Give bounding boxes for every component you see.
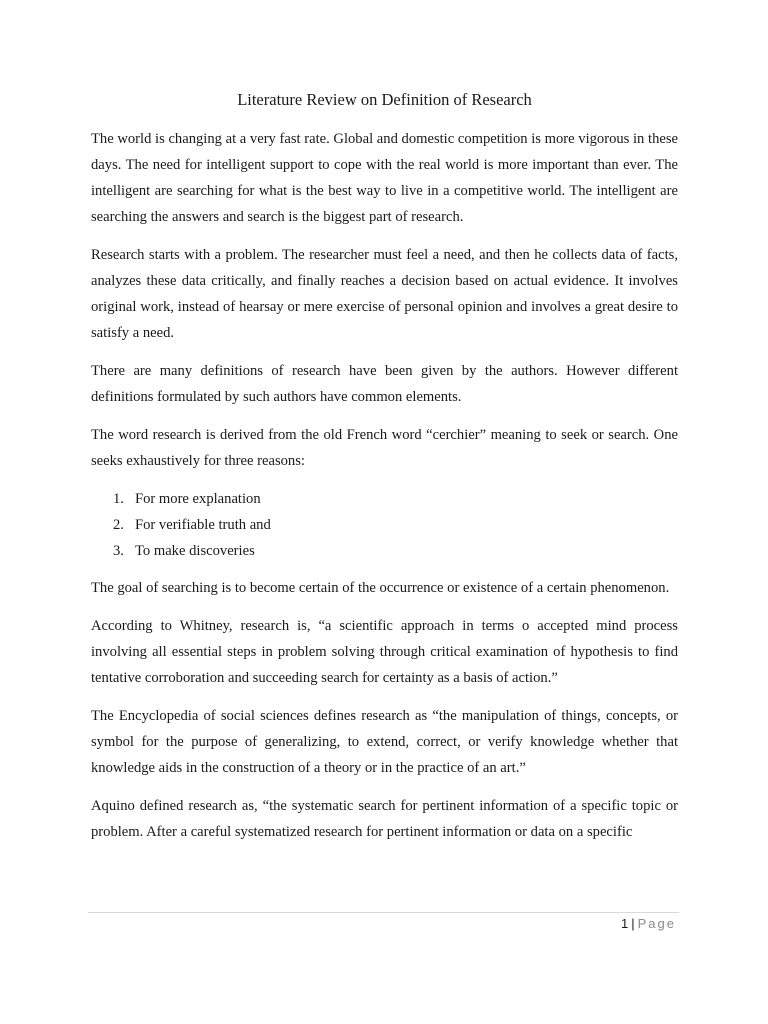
list-item-number: 1. xyxy=(113,491,124,507)
footer-separator: | xyxy=(631,916,635,931)
list-item-number: 3. xyxy=(113,543,124,559)
paragraph-goal: The goal of searching is to become certain of the occurrence or existence of a certain phenomenon. xyxy=(91,580,670,596)
list-item xyxy=(113,512,678,538)
list-item-text: For more explanation xyxy=(135,491,261,507)
page-body xyxy=(91,88,678,857)
paragraph-definitions: There are many definitions of research have been given by the authors. However different definitions formulated by such authors have common elements. xyxy=(91,363,678,405)
paragraph-encyclopedia: The Encyclopedia of social sciences defines research as “the manipulation of things, concepts, or symbol for the purpose of generalizing, to extend, correct, or verify knowledge whether that knowledge aids in the construction of a theory or in the practice of an art.” xyxy=(91,708,678,776)
list-item xyxy=(113,538,678,564)
page-footer xyxy=(621,914,676,934)
paragraph-intro: The world is changing at a very fast rate. Global and domestic competition is more vigorous in these days. The need for intelligent support to cope with the real world is more important than ever. The intelligent are searching for what is the best way to live in a competitive world. The intelligent are searching the answers and search is the biggest part of research. xyxy=(91,131,678,225)
paragraph-problem: Research starts with a problem. The researcher must feel a need, and then he collects data of facts, analyzes these data critically, and finally reaches a decision based on actual evidence. It involves original work, instead of hearsay or mere exercise of personal opinion and involves a great desire to satisfy a need. xyxy=(91,247,678,341)
list-item-text: To make discoveries xyxy=(135,543,255,559)
list-item-text: For verifiable truth and xyxy=(135,517,271,533)
list-item xyxy=(113,486,678,512)
paragraph-aquino: Aquino defined research as, “the systematic search for pertinent information of a specific topic or problem. After a careful systematized research for pertinent information or data on a specific xyxy=(91,798,678,840)
page-label: Page xyxy=(637,916,676,931)
page-number: 1 xyxy=(621,916,629,931)
paragraph-whitney: According to Whitney, research is, “a scientific approach in terms o accepted mind process involving all essential steps in problem solving through critical examination of hypothesis to find tentative corroboration and succeeding search for certainty as a basis of action.” xyxy=(91,618,678,686)
footer-divider xyxy=(88,912,679,913)
reasons-list xyxy=(91,486,678,564)
page-title: Literature Review on Definition of Research xyxy=(237,90,532,109)
list-item-number: 2. xyxy=(113,517,124,533)
paragraph-etymology: The word research is derived from the old French word “cerchier” meaning to seek or search. One seeks exhaustively for three reasons: xyxy=(91,427,678,469)
